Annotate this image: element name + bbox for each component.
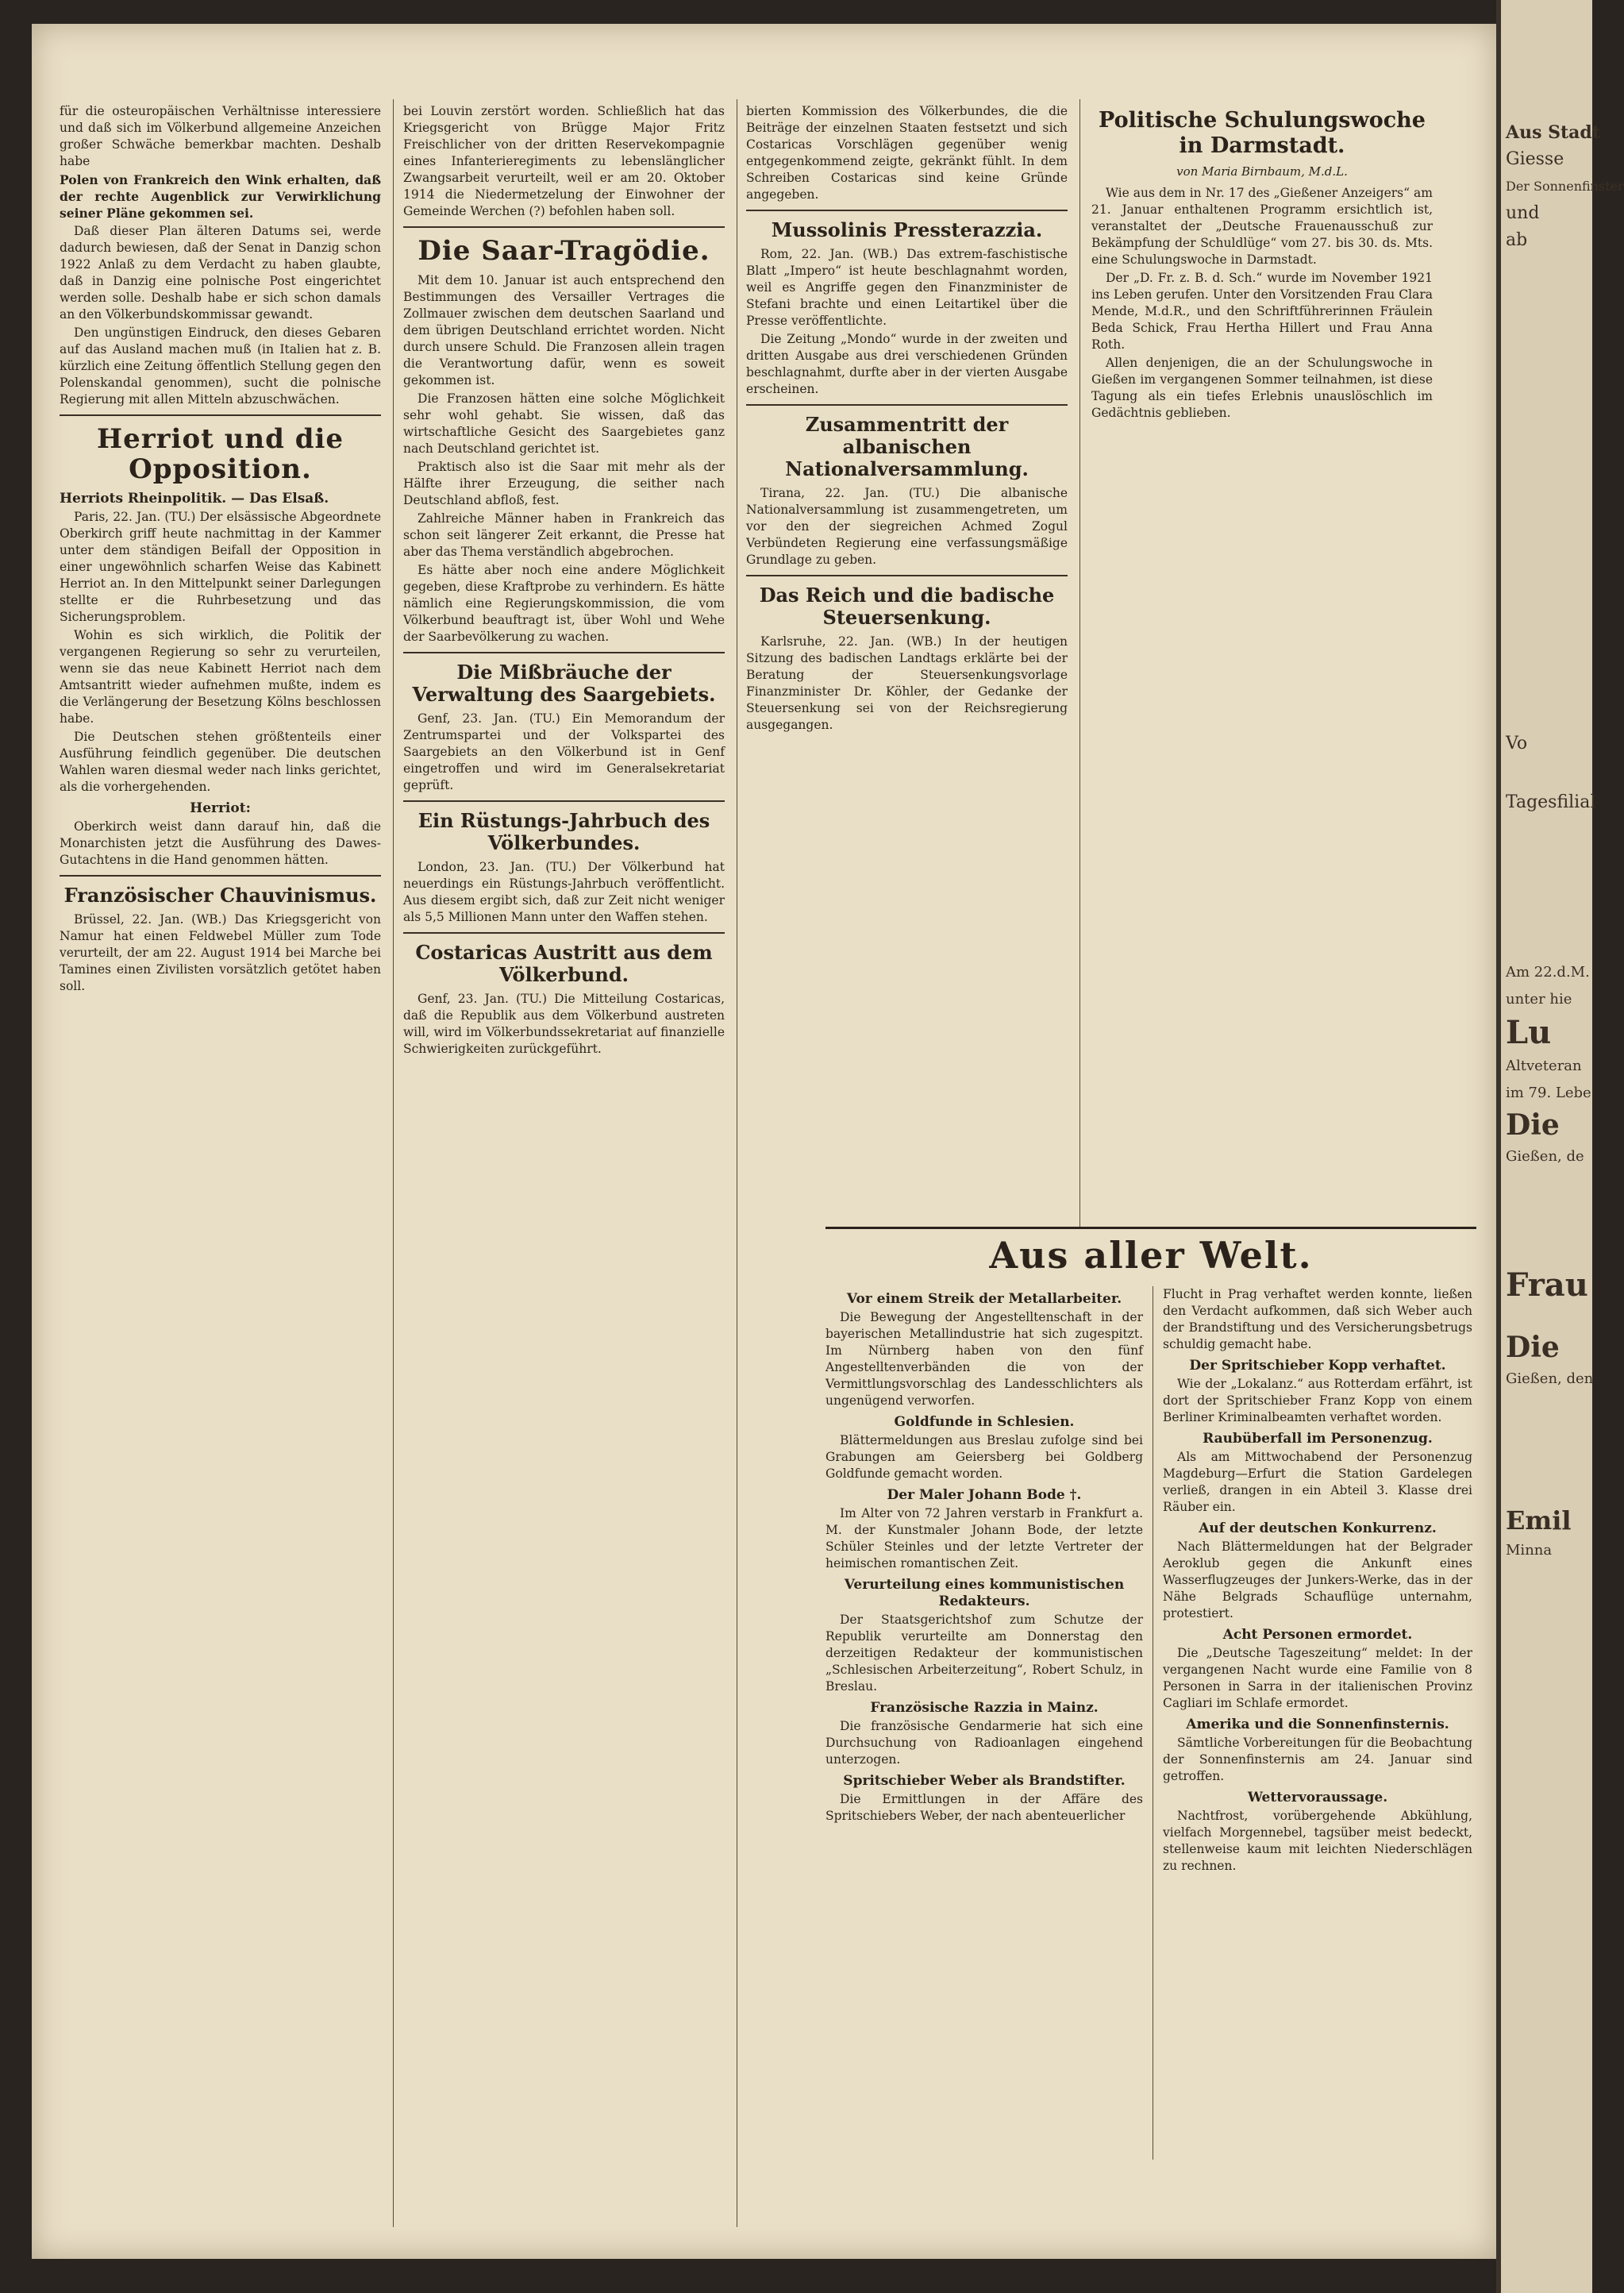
news-heading: Der Spritschieber Kopp verhaftet. — [1189, 1358, 1446, 1374]
edge-text: Die — [1506, 1108, 1560, 1142]
paragraph: Nach Blättermeldungen hat der Belgrader Aeroklub gegen die Ankunft eines Wasserflugzeuges der Junkers-Werke, das in der Nähe Belgrads Schauflüge unternahm, protestiert. — [1163, 1540, 1472, 1621]
edge-text: und — [1506, 203, 1540, 223]
newspaper-page — [32, 24, 1496, 2259]
news-heading: Raubüberfall im Personenzug. — [1203, 1431, 1433, 1447]
paragraph: Flucht in Prag verhaftet werden konnte, ließen den Verdacht aufkommen, daß sich Weber auch der Brandstiftung und des Versicherungsbetrugs schuldig gemacht habe. — [1163, 1287, 1472, 1351]
paragraph: Die Franzosen hätten eine solche Möglichkeit sehr wohl gehabt. Sie wissen, daß das wirtschaftliche Gesicht des Saargebietes ganz nach Deutschland gerichtet ist. — [403, 391, 725, 456]
divider — [746, 575, 1068, 576]
paragraph: Praktisch also ist die Saar mit mehr als der Hälfte ihrer Erzeugung, die seither nach Deutschland abfloß, fest. — [403, 460, 725, 507]
paragraph: Wie der „Lokalanz.“ aus Rotterdam erfährt, ist dort der Spritschieber Franz Kopp von einem Berliner Kriminalbeamten verhaftet worden. — [1163, 1377, 1472, 1424]
paragraph: Die französische Gendarmerie hat sich eine Durchsuchung von Radioanlagen eingehend unterzogen. — [825, 1719, 1143, 1767]
divider — [60, 414, 381, 416]
paragraph: bei Louvin zerstört worden. Schließlich hat das Kriegsgericht von Brügge Major Fritz Freischlicher von der dritten Reservekompagnie eines Infanterieregiments zu lebenslänglicher Zwangsarbeit verurteilt, weil er am 20. Oktober 1914 die Niedermetzelung der Einwohner der Gemeinde Werchen (?) befohlen haben soll. — [403, 104, 725, 218]
paragraph: Wie aus dem in Nr. 17 des „Gießener Anzeigers“ am 21. Januar enthaltenen Programm ersichtlich ist, veranstaltet der „Deutsche Frauenausschuß zur Bekämpfung der Schuldlüge“ vom 27. bis 30. ds. Mts. eine Schulungswoche in Darmstadt. — [1091, 186, 1433, 267]
edge-text: Gießen, de — [1506, 1148, 1584, 1165]
paragraph: Karlsruhe, 22. Jan. (WB.) In der heutigen Sitzung des badischen Landtags erklärte bei der Beratung der Steuersenkungsvorlage Finanzminister Dr. Köhler, der Gedanke der Steuersenkung sei von der Reichsregierung ausgegangen. — [746, 634, 1068, 732]
edge-text: Minna — [1506, 1542, 1553, 1559]
article-title-mussolini: Mussolinis Pressterazzia. — [771, 218, 1043, 241]
news-heading: Wettervoraussage. — [1247, 1790, 1388, 1805]
article-title-saar: Die Saar-Tragödie. — [418, 235, 710, 267]
news-heading: Französische Razzia in Mainz. — [870, 1700, 1099, 1716]
paragraph: bierten Kommission des Völkerbundes, die die Beiträge der einzelnen Staaten festsetzt und sich Costaricas Vorschlägen gegenüber wenig entgegenkommend zeigte, gekränkt fühlt. In dem Schreiben Costaricas sind keine Gründe angegeben. — [746, 104, 1068, 202]
article-subtitle: Herriots Rheinpolitik. — Das Elsaß. — [60, 491, 329, 507]
article-title-missbraeuche: Die Mißbräuche der Verwaltung des Saargebiets. — [412, 661, 716, 706]
column-1 — [60, 103, 381, 996]
divider — [403, 932, 725, 934]
paragraph: Zahlreiche Männer haben in Frankreich das schon seit längerer Zeit erkannt, die Presse hat aber das Thema verständlich abgebrochen. — [403, 511, 725, 559]
divider — [60, 875, 381, 877]
paragraph: Allen denjenigen, die an der Schulungswoche in Gießen im vergangenen Sommer teilnahmen, ist diese Tagung als ein tiefes Erlebnis unauslöschlich im Gedächtnis geblieben. — [1091, 356, 1433, 420]
divider — [746, 404, 1068, 406]
edge-text: Die — [1506, 1331, 1560, 1364]
article-title-darmstadt: Politische Schulungswoche in Darmstadt. — [1099, 108, 1426, 158]
paragraph: Die Bewegung der Angestelltenschaft in der bayerischen Metallindustrie hat sich zugespitzt. Im Nürnberg haben von den fünf Angestelltenverbänden die von der Vermittlungsvorschlag des Landesschlichters als ungenügend verworfen. — [825, 1310, 1143, 1408]
edge-text: Emil — [1506, 1505, 1572, 1536]
divider — [403, 652, 725, 653]
paragraph: Tirana, 22. Jan. (TU.) Die albanische Nationalversammlung ist zusammengetreten, um vor den der siegreichen Achmed Zogul Verbündeten Regierung eine verfassungsmäßige Grundlage zu geben. — [746, 486, 1068, 567]
article-title-baden: Das Reich und die badische Steuersenkung. — [759, 584, 1055, 629]
article-title-costarica: Costaricas Austritt aus dem Völkerbund. — [415, 941, 713, 986]
edge-text: im 79. Lebe — [1506, 1085, 1591, 1101]
paragraph: Der Staatsgerichtshof zum Schutze der Republik verurteilte am Donnerstag den derzeitigen Redakteur der kommunistischen „Schlesischen Arbeiterzeitung“, Robert Schulz, in Breslau. — [825, 1613, 1143, 1694]
edge-text: unter hie — [1506, 991, 1572, 1008]
news-heading: Der Maler Johann Bode †. — [887, 1487, 1082, 1503]
paragraph: Als am Mittwochabend der Personenzug Magdeburg—Erfurt die Station Gardelegen verließ, drangen in ein Abteil 3. Klasse drei Räuber ein. — [1163, 1450, 1472, 1514]
adjacent-page-edge — [1496, 0, 1624, 2293]
news-heading: Amerika und die Sonnenfinsternis. — [1186, 1717, 1449, 1732]
edge-text: Giesse — [1506, 149, 1564, 169]
paragraph: für die osteuropäischen Verhältnisse interessiere und daß sich im Völkerbund allgemeine Anzeichen großer Schwäche bemerkbar machten. Deshalb habe — [60, 104, 381, 168]
paragraph: Im Alter von 72 Jahren verstarb in Frankfurt a. M. der Kunstmaler Johann Bode, der letzte Schüler Steinles und der letzte Vertreter der heimischen romantischen Zeit. — [825, 1506, 1143, 1570]
paragraph: Es hätte aber noch eine andere Möglichkeit gegeben, diese Kraftprobe zu verhindern. Es hätte nämlich eine Regierungskommission, die vom Völkerbund beauftragt ist, über Wohl und Wehe der Saarbevölkerung zu wachen. — [403, 563, 725, 644]
edge-text: Lu — [1506, 1014, 1552, 1051]
article-title-albanien: Zusammentritt der albanischen Nationalversammlung. — [785, 413, 1029, 480]
aus-aller-welt-left — [825, 1286, 1143, 1826]
edge-text: Am 22.d.M. — [1506, 964, 1590, 981]
divider — [403, 226, 725, 228]
column-2 — [403, 103, 725, 1059]
paragraph: Die Ermittlungen in der Affäre des Spritschiebers Weber, der nach abenteuerlicher — [825, 1792, 1143, 1823]
paragraph: Sämtliche Vorbereitungen für die Beobachtung der Sonnenfinsternis am 24. Januar sind getroffen. — [1163, 1736, 1472, 1783]
paragraph: Paris, 22. Jan. (TU.) Der elsässische Abgeordnete Oberkirch griff heute nachmittag in der Kammer unter dem ständigen Beifall der Opposition in einer ungewöhnlich scharfen Weise das Kabinett Herriot an. In den Mittelpunkt seiner Darlegungen stellte er die Ruhrbesetzung und das Sicherungsproblem. — [60, 510, 381, 624]
paragraph: Rom, 22. Jan. (WB.) Das extrem-faschistische Blatt „Impero“ ist heute beschlagnahmt worden, weil es Angriffe gegen den Finanzminister de Stefani brachte und einen Leitartikel über die Presse veröffentlichte. — [746, 247, 1068, 328]
paragraph: Genf, 23. Jan. (TU.) Ein Memorandum der Zentrumspartei und der Volkspartei des Saargebiets an den Völkerbund ist in Genf eingetroffen und wird im Generalsekretariat geprüft. — [403, 711, 725, 792]
column-divider — [1079, 99, 1080, 1227]
article-title-ruestung: Ein Rüstungs-Jahrbuch des Völkerbundes. — [418, 809, 710, 854]
paragraph: Oberkirch weist dann darauf hin, daß die Monarchisten jetzt die Ausführung des Dawes-Gutachtens in die Hand genommen hätten. — [60, 819, 381, 867]
paragraph: Nachtfrost, vorübergehende Abkühlung, vielfach Morgennebel, tagsüber meist bedeckt, stellenweise kaum mit leichten Niederschlägen zu rechnen. — [1163, 1809, 1472, 1873]
article-title-herriot: Herriot und die Opposition. — [96, 423, 344, 485]
paragraph: Die Deutschen stehen größtenteils einer Ausführung feindlich gegenüber. Die deutschen Wahlen waren diesmal weder nach links gerichtet, als die vorhergehenden. — [60, 730, 381, 794]
paragraph: Die „Deutsche Tageszeitung“ meldet: In der vergangenen Nacht wurde eine Familie von 8 Personen in Sarra in der italienischen Provinz Cagliari im Schlafe ermordet. — [1163, 1646, 1472, 1710]
news-heading: Verurteilung eines kommunistischen Redakteurs. — [844, 1577, 1125, 1609]
news-heading: Auf der deutschen Konkurrenz. — [1199, 1520, 1437, 1536]
paragraph: Blättermeldungen aus Breslau zufolge sind bei Grabungen am Geiersberg bei Goldberg Goldfunde gemacht worden. — [825, 1433, 1143, 1481]
edge-text: Gießen, den — [1506, 1370, 1594, 1387]
edge-text: Vo — [1506, 734, 1528, 753]
edge-text: Der Sonnenfinster — [1506, 179, 1624, 194]
news-heading: Goldfunde in Schlesien. — [894, 1414, 1075, 1430]
paragraph: Genf, 23. Jan. (TU.) Die Mitteilung Costaricas, daß die Republik aus dem Völkerbund austreten will, wird im Völkerbundssekretariat auf finanzielle Schwierigkeiten zurückgeführt. — [403, 992, 725, 1056]
byline: von Maria Birnbaum, M.d.L. — [1176, 164, 1348, 179]
edge-text: Aus Stadt — [1506, 122, 1600, 143]
section-heading: Herriot: — [190, 800, 251, 816]
paragraph: Mit dem 10. Januar ist auch entsprechend den Bestimmungen des Versailler Vertrages die Zollmauer zwischen dem deutschen Saarland und dem übrigen Deutschland errichtet worden. Nicht durch unsere Schuld. Die Franzosen allein tragen die Verantwortung dafür, wenn es soweit gekommen ist. — [403, 273, 725, 387]
paragraph: Brüssel, 22. Jan. (WB.) Das Kriegsgericht von Namur hat einen Feldwebel Müller zum Tode verurteilt, der am 22. August 1914 bei Marche bei Tamines einen Zivilisten vorsätzlich getötet haben soll. — [60, 912, 381, 993]
column-4 — [1091, 103, 1433, 423]
paragraph: Daß dieser Plan älteren Datums sei, werde dadurch bewiesen, daß der Senat in Danzig schon 1922 Anlaß zu dem Verdacht zu haben glaubte, daß in Danzig eine polnische Post eingerichtet werden solle. Deshalb habe er sich schon damals an den Völkerbundskommissar gewandt. — [60, 224, 381, 322]
paragraph: Der „D. Fr. z. B. d. Sch.“ wurde im November 1921 ins Leben gerufen. Unter den Vorsitzenden Frau Clara Mende, M.d.R., und den Schriftführerinnen Fräulein Beda Schick, Frau Hertha Hillert und Frau Anna Roth. — [1091, 271, 1433, 352]
paragraph: Die Zeitung „Mondo“ wurde in der zweiten und dritten Ausgabe aus drei verschiedenen Gründen beschlagnahmt, durfte aber in der vierten Ausgabe erscheinen. — [746, 332, 1068, 396]
aus-aller-welt-right — [1163, 1286, 1472, 1876]
edge-text: Tagesfilial — [1506, 792, 1596, 812]
news-heading: Vor einem Streik der Metallarbeiter. — [846, 1291, 1122, 1307]
column-divider — [393, 99, 394, 2227]
paragraph: Den ungünstigen Eindruck, den dieses Gebaren auf das Ausland machen muß (in Italien hat z. B. kürzlich eine Zeitung öffentlich Stellung gegen den Polenskandal genommen), sucht die polnische Regierung mit allen Mitteln abzuschwächen. — [60, 326, 381, 407]
section-banner: Aus aller Welt. — [825, 1227, 1476, 1277]
edge-text: ab — [1506, 230, 1528, 250]
edge-text: Frau — [1506, 1266, 1588, 1304]
column-3 — [746, 103, 1068, 735]
news-heading: Spritschieber Weber als Brandstifter. — [843, 1773, 1126, 1789]
news-heading: Acht Personen ermordet. — [1222, 1627, 1413, 1643]
edge-text: Altveteran — [1506, 1058, 1582, 1074]
paragraph: London, 23. Jan. (TU.) Der Völkerbund hat neuerdings ein Rüstungs-Jahrbuch veröffentlicht. Aus diesem ergibt sich, daß zur Zeit nicht weniger als 5,5 Millionen Mann unter den Waffen stehen. — [403, 860, 725, 924]
paragraph: Wohin es sich wirklich, die Politik der vergangenen Regierung so sehr zu verurteilen, wenn sie das neue Kabinett Herriot nach dem Amtsantritt wieder aufnehmen mußte, indem es die Verlängerung der Besetzung Kölns beschlossen habe. — [60, 628, 381, 726]
divider — [746, 210, 1068, 211]
paragraph-bold: Polen von Frankreich den Wink erhalten, daß der rechte Augenblick zur Verwirklichung seiner Pläne gekommen sei. — [60, 172, 381, 221]
divider — [403, 800, 725, 802]
article-title-chauvinismus: Französischer Chauvinismus. — [63, 884, 377, 907]
